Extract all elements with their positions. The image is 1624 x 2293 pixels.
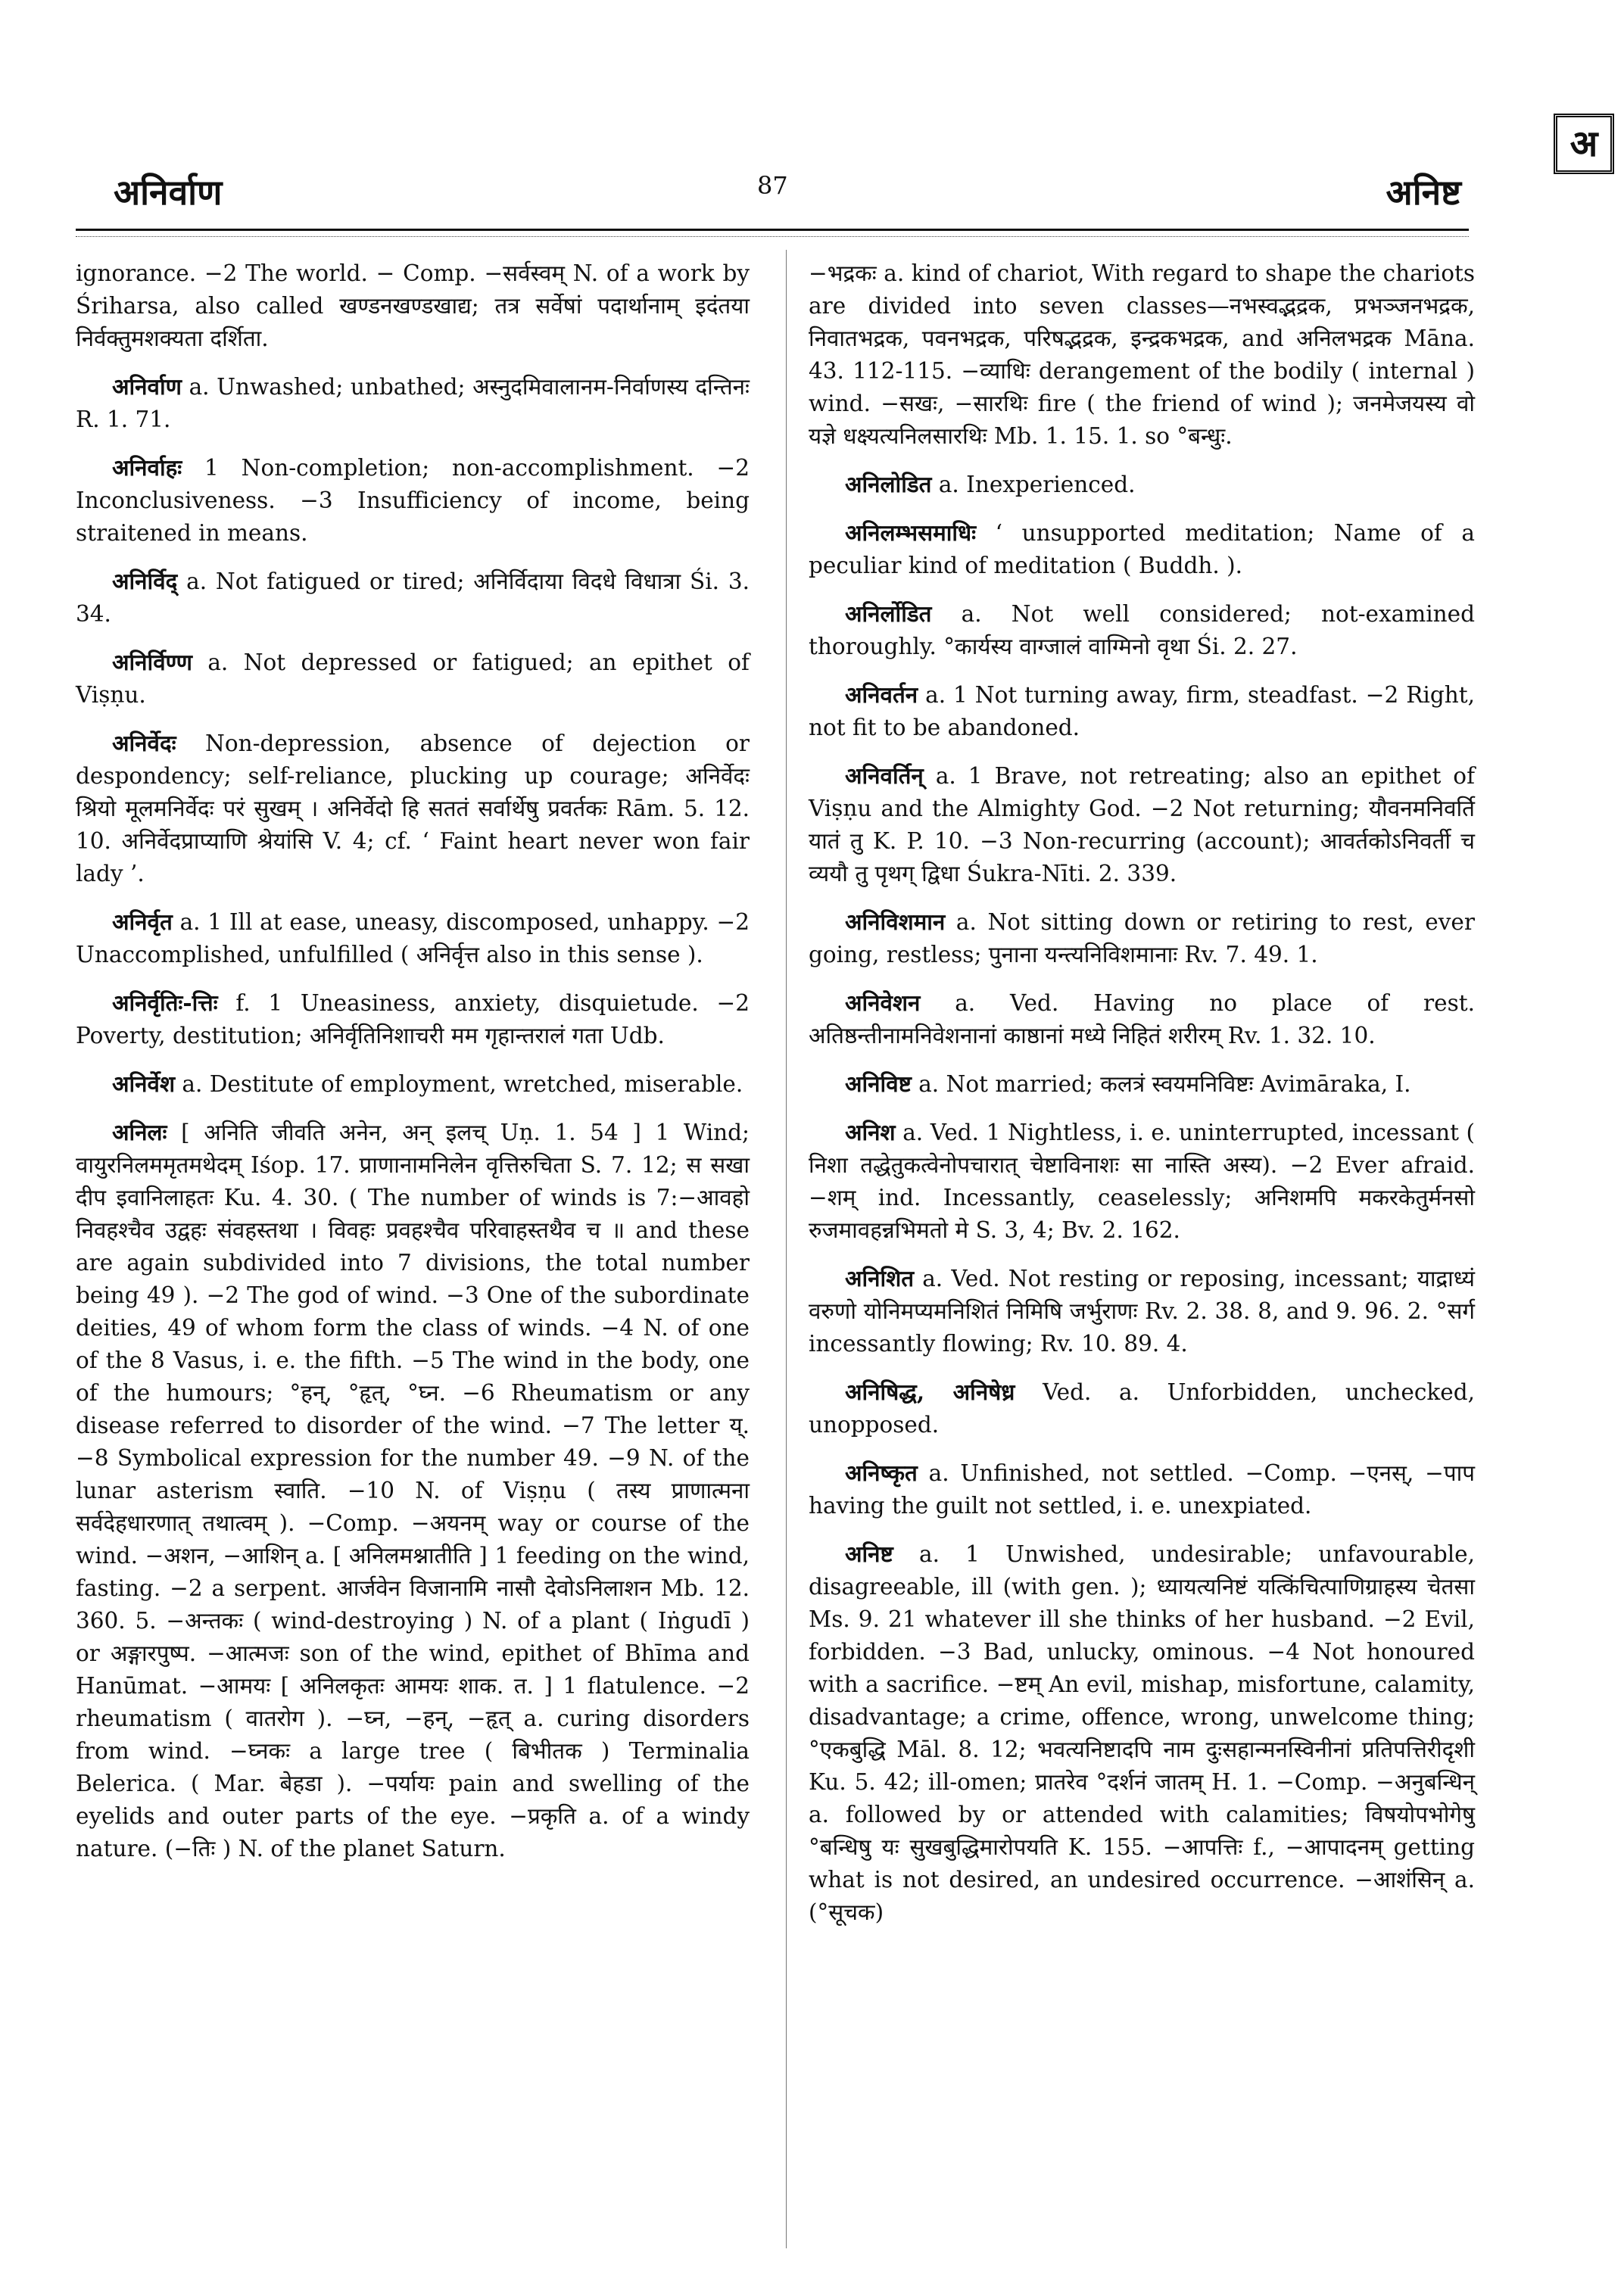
entry-text: a. Not married; कलत्रं स्वयमनिविष्टः Avimāraka, I. [918, 1071, 1411, 1097]
dictionary-entry [76, 646, 750, 712]
entry-text: a. 1 Unwished, undesirable; unfavourable, disagreeable, ill (with gen. ); ध्यायत्यनिष्टं यत्किंचित्पाणिग्राहस्य चेतसा Ms. 9. 21 whatever ill she thinks of her husband. −2 Evil, forbidden. −3 Bad, unlucky, ominous. −4 Not honoured with a sacrifice. −ष्टम् An evil, mishap, misfortune, calamity, disadvantage; a crime, offence, wrong, unwelcome thing; °एकबुद्धि Māl. 8. 12; भवत्यनिष्टादपि नाम दुःसहान्मनस्विनीनां प्रतिपत्तिरीदृशी Ku. 5. 42; ill-omen; प्रातरेव °दर्शनं जातम् H. 1. −Comp. −अनुबन्धिन् a. followed by or attended with calamities; विषयोपभोगेषु °बन्धिषु यः सुखबुद्धिमारोपयति K. 155. −आपत्तिः f., −आपादनम् getting what is not desired, an undesired occurrence. −आशंसिन् a. (°सूचक) [809, 1541, 1475, 1925]
dictionary-entry [76, 727, 750, 890]
entry-headword: अनिर्वृतिः-त्तिः [112, 989, 218, 1016]
entry-headword: अनिलम्भसमाधिः [845, 519, 977, 546]
entry-text: a. Not sitting down or retiring to rest, ever going, restless; पुनाना यन्त्यनिविशमानाः Rv. 7. 49. 1. [809, 909, 1475, 967]
entry-headword: अनिर्लोडित [845, 600, 932, 627]
entry-text: a. Ved. Not resting or reposing, incessant; याद्राध्यं वरुणो योनिमप्यमनिशितं निमिषि जर्भुराणः Rv. 2. 38. 8, and 9. 96. 2. °सर्ग incessantly flowing; Rv. 10. 89. 4. [809, 1266, 1475, 1357]
header-rule-dotted [76, 236, 1469, 237]
entry-text: a. 1 Brave, not retreating; also an epithet of Viṣṇu and the Almighty God. −2 Not returning; यौवनमनिवर्ति यातं तु K. P. 10. −3 Non-recurring (account); आवर्तकोऽनिवर्ती च व्ययौ तु पृथग् द्विधा Śukra-Nīti. 2. 339. [809, 763, 1475, 886]
running-head-left: अनिर्वाण [114, 172, 223, 213]
dictionary-entry [76, 565, 750, 631]
dictionary-entry [76, 370, 750, 436]
page-number: 87 [757, 171, 788, 200]
entry-text: a. Not fatigued or tired; अनिर्विदाया विदधे विधात्रा Śi. 3. 34. [76, 569, 750, 627]
entry-text: [ अनिति जीवति अनेन, अन् इलच् Uṇ. 1. 54 ] 1 Wind; वायुरनिलममृतमथेदम् Iśop. 17. प्राणानामनिलेन वृत्तिरुचिता S. 7. 12; स सखा दीप इवानिलाहतः Ku. 4. 30. ( The number of winds is 7:−आवहो निवहश्चैव उद्वहः संवहस्तथा । विवहः प्रवहश्चैव परिवाहस्तथैव च ॥ and these are again subdivided into 7 divisions, the total number being 49 ). −2 The god of wind. −3 One of the subordinate deities, 49 of whom form the class of winds. −4 N. of one of the 8 Vasus, i. e. the fifth. −5 The wind in the body, one of the humours; °हन्, °हृत्, °घ्न. −6 Rheumatism or any disease referred to disorder of the wind. −7 The letter य्. −8 Symbolical expression for the number 49. −9 N. of the lunar asterism स्वाति. −10 N. of Viṣṇu ( तस्य प्राणात्मना सर्वदेहधारणात् तथात्वम् ). −Comp. −अयनम् way or course of the wind. −अशन, −आशिन् a. [ अनिलमश्नातीति ] 1 feeding on the wind, fasting. −2 a serpent. आर्जवेन विजानामि नासौ देवोऽनिलाशन Mb. 12. 360. 5. −अन्तकः ( wind-destroying ) N. of a plant ( Iṅgudī ) or अङ्गारपुष्प. −आत्मजः son of the wind, epithet of Bhīma and Hanūmat. −आमयः [ अनिलकृतः आमयः शाक. त. ] 1 flatulence. −2 rheumatism ( वातरोग ). −घ्न, −हन्, −हृत् a. curing disorders from wind. −घ्नकः a large tree ( बिभीतक ) Terminalia Belerica. ( Mar. बेहडा ). −पर्यायः pain and swelling of the eyelids and outer parts of the eye. −प्रकृति a. of a windy nature. (−तिः ) N. of the planet Saturn. [76, 1120, 750, 1862]
dictionary-entry [809, 1262, 1475, 1360]
entry-headword: अनिलोडित [845, 471, 932, 497]
dictionary-entry [809, 1456, 1475, 1522]
entry-headword: अनिष्कृत [845, 1460, 918, 1486]
entry-text: ‘ unsupported meditation; Name of a peculiar kind of meditation ( Buddh. ). [809, 520, 1475, 578]
entry-headword: अनिवेशन [845, 989, 921, 1016]
thumb-index-letter: अ [1569, 123, 1598, 165]
entry-text: a. 1 Not turning away, firm, steadfast. −2 Right, not fit to be abandoned. [809, 682, 1475, 740]
dictionary-entry [809, 1116, 1475, 1247]
running-head-right: अनिष्ट [1386, 172, 1461, 213]
dictionary-entry [809, 986, 1475, 1052]
left-column [76, 257, 750, 1880]
entry-headword: अनिर्वृत [112, 908, 173, 935]
entry-headword: अनिर्वाण [112, 373, 182, 400]
entry-headword: अनिर्वेदः [112, 730, 176, 756]
dictionary-entry [809, 468, 1475, 501]
dictionary-entry [809, 1067, 1475, 1101]
column-divider [786, 250, 787, 2248]
entry-text: Non-depression, absence of dejection or despondency; self-reliance, plucking up courage; अनिर्वेदः श्रियो मूलमनिर्वेदः परं सुखम् । अनिर्वेदो हि सततं सर्वार्थेषु प्रवर्तकः Rām. 5. 12. 10. अनिर्वेदप्राप्याणि श्रेयांसि V. 4; cf. ‘ Faint heart never won fair lady ’. [76, 731, 750, 886]
entry-headword: अनिष्ट [845, 1541, 893, 1567]
right-column [809, 257, 1475, 1944]
entry-text: a. Destitute of employment, wretched, miserable. [182, 1071, 743, 1097]
entry-text: 1 Non-completion; non-accomplishment. −2 Inconclusiveness. −3 Insufficiency of income, being straitened in means. [76, 455, 750, 546]
dictionary-entry [809, 257, 1475, 453]
dictionary-entry [76, 986, 750, 1052]
entry-text: a. Inexperienced. [938, 472, 1136, 497]
entry-text: −भद्रकः a. kind of chariot, With regard to shape the chariots are divided into seven classes—नभस्वद्भद्रक, प्रभञ्जनभद्रक, निवातभद्रक, पवनभद्रक, परिषद्भद्रक, इन्द्रकभद्रक, and अनिलभद्रक Māna. 43. 112-115. −व्याधिः derangement of the bodily ( internal ) wind. −सखः, −सारथिः fire ( the friend of wind ); जनमेजयस्य वो यज्ञे धक्ष्यत्यनिलसारथिः Mb. 1. 15. 1. so °बन्धुः. [809, 260, 1475, 449]
dictionary-entry [809, 597, 1475, 663]
entry-headword: अनिवर्तन [845, 681, 918, 708]
entry-headword: अनिशित [845, 1265, 915, 1291]
dictionary-entry [809, 516, 1475, 582]
dictionary-entry [76, 1116, 750, 1865]
dictionary-entry [809, 1537, 1475, 1929]
entry-text: a. 1 Ill at ease, uneasy, discomposed, unhappy. −2 Unaccomplished, unfulfilled ( अनिर्वृत्त also in this sense ). [76, 909, 750, 967]
entry-headword: अनिर्वेश [112, 1070, 176, 1097]
dictionary-entry [809, 759, 1475, 890]
entry-headword: अनिलः [112, 1119, 167, 1145]
entry-text: f. 1 Uneasiness, anxiety, disquietude. −2 Poverty, destitution; अनिर्वृतिनिशाचरी मम गृहान्तरालं गता Udb. [76, 990, 750, 1048]
dictionary-entry [76, 451, 750, 550]
entry-text: a. Unwashed; unbathed; अस्नुदमिवालानम-निर्वाणस्य दन्तिनः R. 1. 71. [76, 374, 750, 432]
entry-text: a. Ved. 1 Nightless, i. e. uninterrupted, incessant ( निशा तद्धेतुकत्वेनोपचारात् चेष्टाविनाशः सा नास्ति अस्य). −2 Ever afraid. −शम् ind. Incessantly, ceaselessly; अनिशमपि मकरकेतुर्मनसो रुजमावहन्नभिमतो मे S. 3, 4; Bv. 2. 162. [809, 1120, 1475, 1243]
entry-headword: अनिवर्तिन् [845, 762, 924, 789]
dictionary-entry [809, 1375, 1475, 1441]
entry-headword: अनिविष्ट [845, 1070, 912, 1097]
entry-text: ignorance. −2 The world. − Comp. −सर्वस्वम् N. of a work by Śriharsa, also called खण्डनखण्डखाद्य; तत्र सर्वेषां पदार्थानाम् इदंतया निर्वक्तुमशक्यता दर्शिता. [76, 260, 750, 351]
entry-text: a. Not well considered; not-examined thoroughly. °कार्यस्य वाग्जालं वाग्मिनो वृथा Śi. 2. 27. [809, 601, 1475, 659]
dictionary-entry [809, 678, 1475, 744]
entry-headword: अनिश [845, 1119, 896, 1145]
thumb-index-tab [1554, 114, 1614, 174]
entry-headword: अनिर्विण्ण [112, 649, 192, 675]
dictionary-entry [76, 905, 750, 971]
entry-headword: अनिर्विद् [112, 568, 178, 594]
entry-headword: अनिविशमान [845, 908, 946, 935]
header-rule [76, 229, 1469, 231]
entry-text: a. Not depressed or fatigued; an epithet of Viṣṇu. [76, 650, 750, 708]
entry-text: Ved. a. Unforbidden, unchecked, unopposed. [809, 1379, 1475, 1438]
dictionary-entry [76, 257, 750, 355]
entry-text: a. Unfinished, not settled. −Comp. −एनस्, −पाप having the guilt not settled, i. e. unexpiated. [809, 1460, 1475, 1519]
dictionary-entry [809, 905, 1475, 971]
dictionary-entry [76, 1067, 750, 1101]
entry-headword: अनिर्वाहः [112, 454, 182, 481]
entry-headword: अनिषिद्ध, अनिषेध्र [845, 1379, 1015, 1405]
entry-text: a. Ved. Having no place of rest. अतिष्ठन्तीनामनिवेशनानां काष्ठानां मध्ये निहितं शरीरम् Rv. 1. 32. 10. [809, 990, 1475, 1048]
